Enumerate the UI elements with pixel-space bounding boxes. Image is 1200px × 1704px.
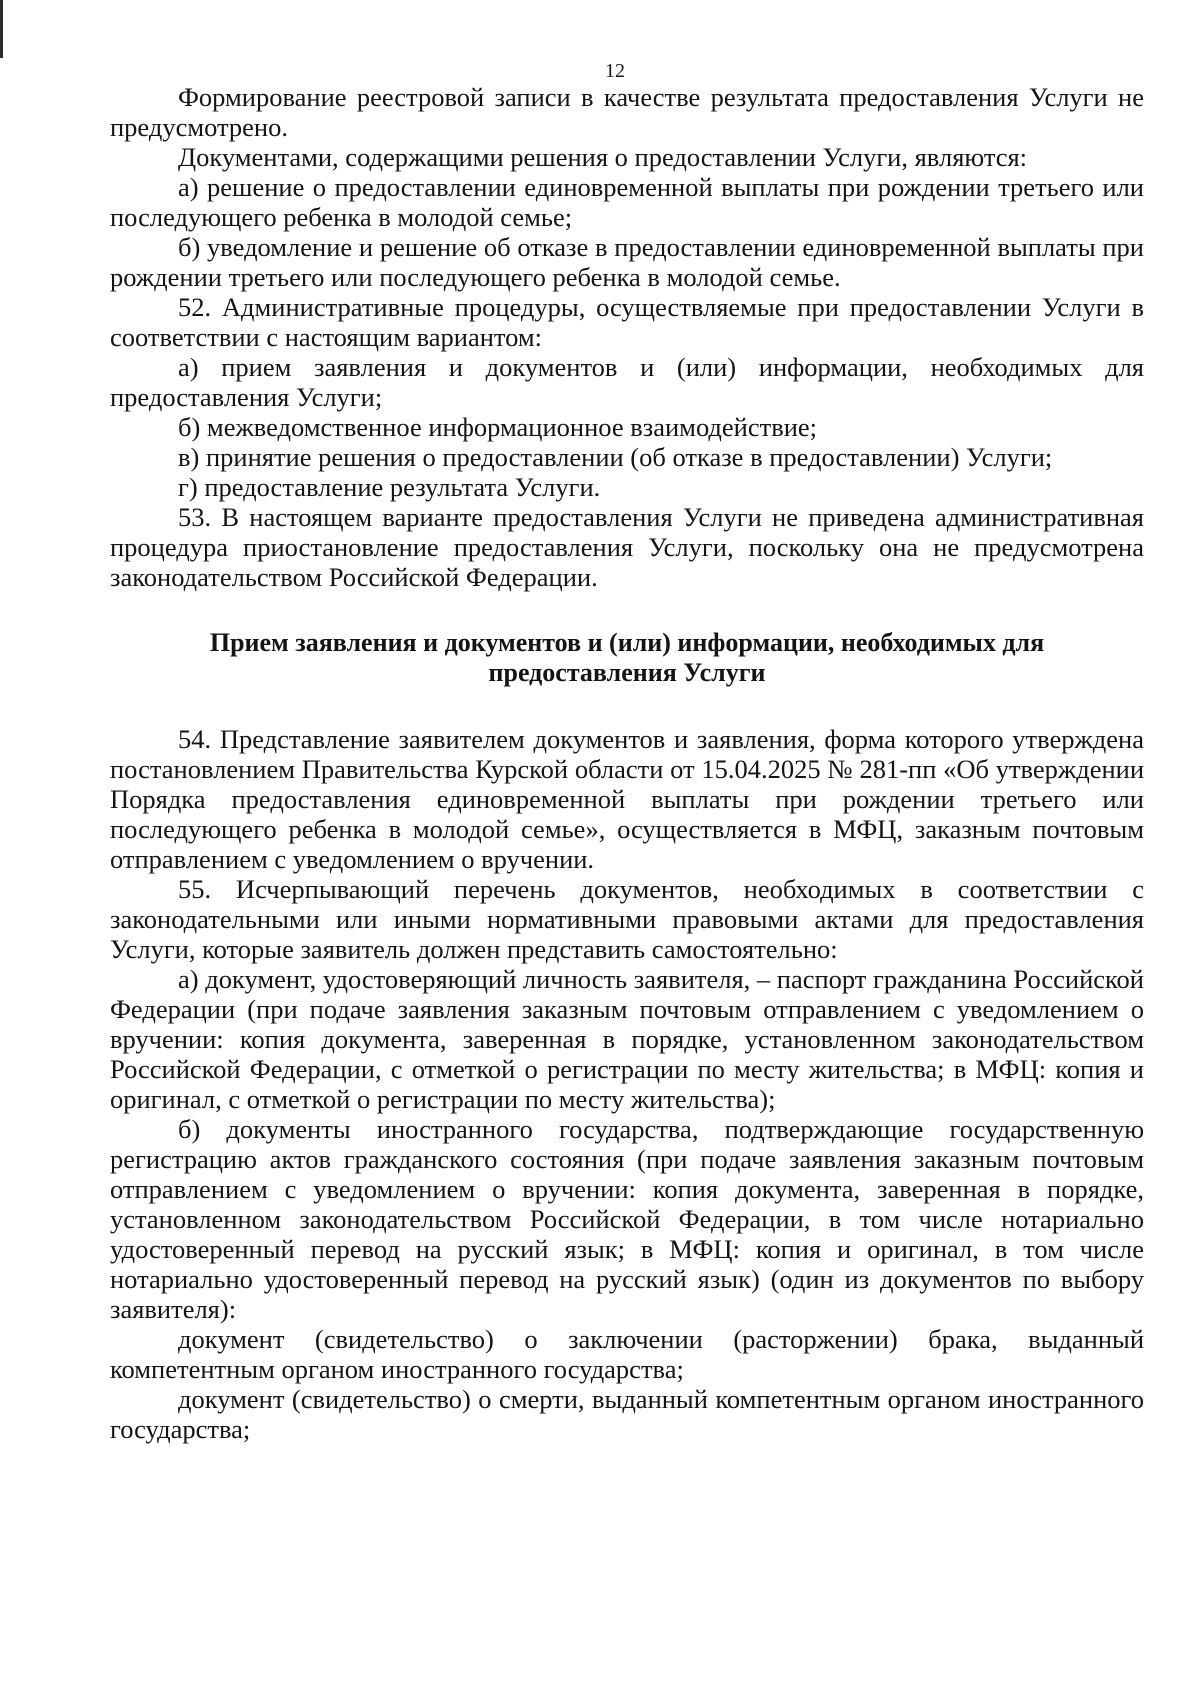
paragraph-52: 52. Административные процедуры, осуществляемые при предоставлении Услуги в соответствии с настоящим вариантом: [110, 292, 1144, 352]
paragraph-registry-record: Формирование реестровой записи в качестве результата предоставления Услуги не предусмотрено. [110, 82, 1144, 142]
list-item-procedure-b: б) межведомственное информационное взаимодействие; [178, 412, 818, 442]
list-item-marriage-certificate: документ (свидетельство) о заключении (расторжении) брака, выданный компетентным органом иностранного государства; [110, 1324, 1144, 1384]
section-heading-line-1: Прием заявления и документов и (или) информации, необходимых для [209, 628, 1045, 657]
list-item-procedure-d: г) предоставление результата Услуги. [178, 472, 601, 502]
paragraph-decision-documents: Документами, содержащими решения о предоставлении Услуги, являются: [178, 142, 1028, 172]
list-item-document-a: а) документ, удостоверяющий личность заявителя, – паспорт гражданина Российской Федерации (при подаче заявления заказным почтовым отправлением с уведомлением о вручении: копия документа, заверенная в порядке, установленном законодательством Российской Федерации, с отметкой о регистрации по месту жительства; в МФЦ: копия и оригинал, с отметкой о регистрации по месту жительства); [110, 964, 1144, 1114]
paragraph-55: 55. Исчерпывающий перечень документов, необходимых в соответствии с законодательными или иными нормативными правовыми актами для предоставления Услуги, которые заявитель должен представить самостоятельно: [110, 874, 1144, 964]
section-heading-line-2: предоставления Услуги [488, 658, 766, 687]
list-item-decision-refusal: б) уведомление и решение об отказе в предоставлении единовременной выплаты при рождении третьего или последующего ребенка в молодой семье. [110, 232, 1144, 292]
list-item-document-b: б) документы иностранного государства, подтверждающие государственную регистрацию актов гражданского состояния (при подаче заявления заказным почтовым отправлением с уведомлением о вручении: копия документа, заверенная в порядке, установленном законодательством Российской Федерации, в том числе нотариально удостоверенный перевод на русский язык; в МФЦ: копия и оригинал, в том числе нотариально удостоверенный перевод на русский язык) (один из документов по выбору заявителя): [110, 1114, 1144, 1324]
section-heading [110, 628, 1144, 688]
list-item-procedure-c: в) принятие решения о предоставлении (об отказе в предоставлении) Услуги; [178, 442, 1053, 472]
scan-edge-mark [0, 0, 3, 58]
page-number: 12 [605, 60, 625, 82]
document-body [110, 82, 1144, 1444]
paragraph-53: 53. В настоящем варианте предоставления Услуги не приведена административная процедура приостановление предоставления Услуги, поскольку она не предусмотрена законодательством Российской Федерации. [110, 502, 1144, 592]
list-item-procedure-a: а) прием заявления и документов и (или) информации, необходимых для предоставления Услуги; [110, 352, 1144, 412]
list-item-decision-grant: а) решение о предоставлении единовременной выплаты при рождении третьего или последующего ребенка в молодой семье; [110, 172, 1144, 232]
list-item-death-certificate: документ (свидетельство) о смерти, выданный компетентным органом иностранного государства; [110, 1384, 1144, 1444]
paragraph-54: 54. Представление заявителем документов и заявления, форма которого утверждена постановлением Правительства Курской области от 15.04.2025 № 281-пп «Об утверждении Порядка предоставления единовременной выплаты при рождении третьего или последующего ребенка в молодой семье», осуществляется в МФЦ, заказным почтовым отправлением с уведомлением о вручении. [110, 724, 1144, 874]
